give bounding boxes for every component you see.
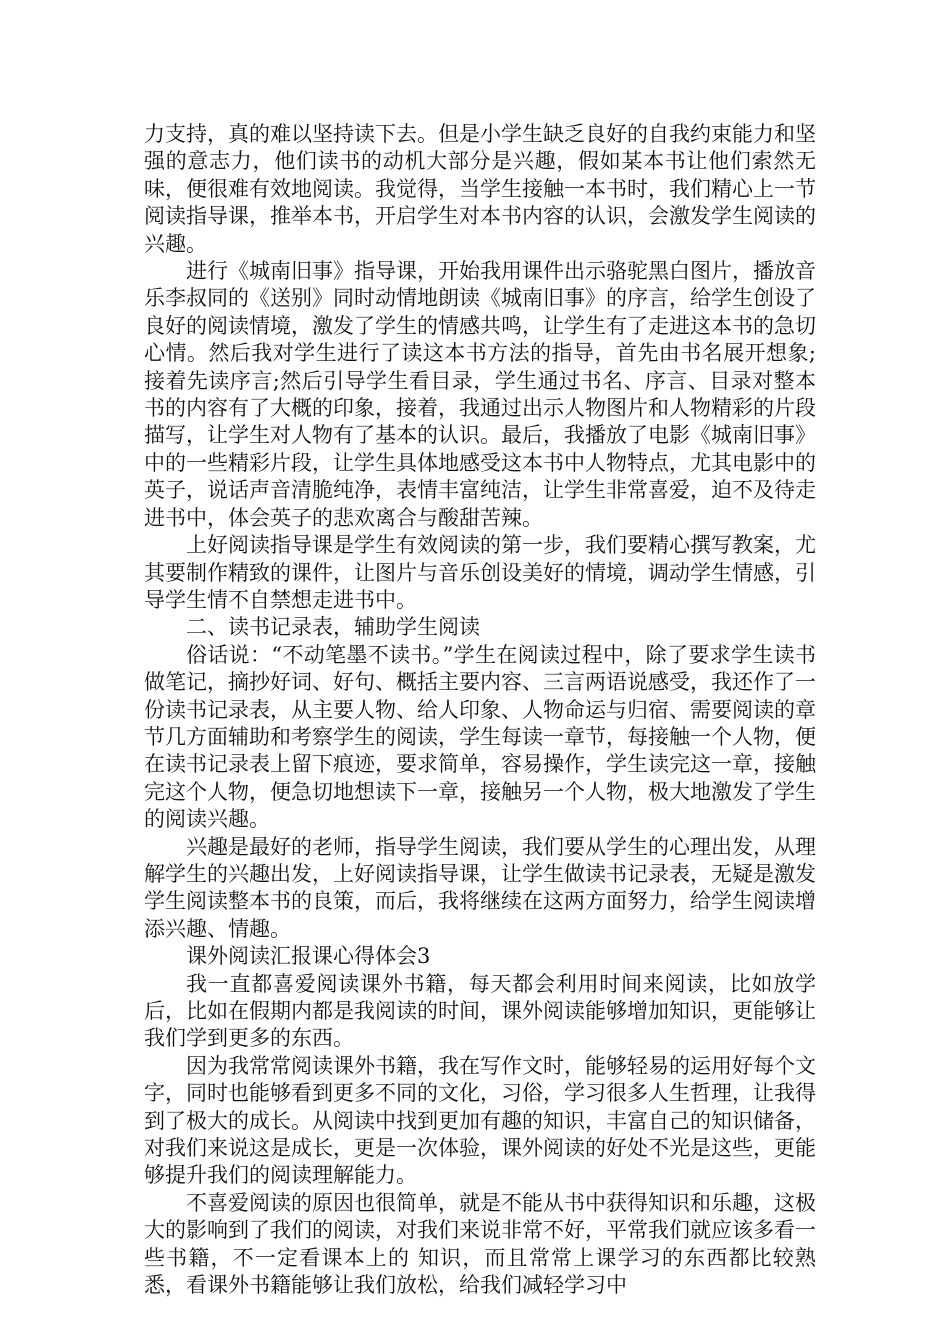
paragraph-7: 因为我常常阅读课外书籍，我在写作文时，能够轻易的运用好每个文字，同时也能够看到更多不同的文化，习俗，学习很多人生哲理，让我得到了极大的成长。从阅读中找到更加有趣的知识，丰富自己的知识储备，对我们来说这是成长，更是一次体验，课外阅读的好处不光是这些，更能够提升我们的阅读理解能力。 (144, 1053, 816, 1188)
paragraph-5: 兴趣是最好的老师，指导学生阅读，我们要从学生的心理出发，从理解学生的兴趣出发，上好阅读指导课，让学生做读书记录表，无疑是激发学生阅读整本书的良策，而后，我将继续在这两方面努力，给学生阅读增添兴趣、情趣。 (144, 834, 816, 941)
paragraph-3: 上好阅读指导课是学生有效阅读的第一步，我们要精心撰写教案，尤其要制作精致的课件，让图片与音乐创设美好的情境，调动学生情感，引导学生情不自禁想走进书中。 (144, 533, 816, 612)
paragraph-2: 进行《城南旧事》指导课，开始我用课件出示骆驼黑白图片，播放音乐李叔同的《送别》同时动情地朗读《城南旧事》的序言，给学生创设了良好的阅读情境，激发了学生的情感共鸣，让学生有了走进这本书的急切心情。然后我对学生进行了读这本书方法的指导，首先由书名展开想象;接着先读序言;然后引导学生看目录，学生通过书名、序言、目录对整本书的内容有了大概的印象，接着，我通过出示人物图片和人物精彩的片段描写，让学生对人物有了基本的认识。最后，我播放了电影《城南旧事》中的一些精彩片段，让学生具体地感受这本书中人物特点，尤其电影中的英子，说话声音清脆纯净，表情丰富纯洁，让学生非常喜爱，迫不及待走进书中，体会英子的悲欢离合与酸甜苦辣。 (144, 259, 816, 530)
section-heading-essay-3: 课外阅读汇报课心得体会3 (186, 944, 431, 969)
paragraph-8: 不喜爱阅读的原因也很简单，就是不能从书中获得知识和乐趣，这极大的影响到了我们的阅读，对我们来说非常不好，平常我们就应该多看一些书籍，不一定看课本上的 知识，而且常常上课学习的东西都比较熟悉，看课外书籍能够让我们放松，给我们减轻学习中 (144, 1190, 816, 1298)
document-body (144, 121, 816, 1299)
section-heading-reading-record: 二、读书记录表，辅助学生阅读 (186, 615, 480, 640)
paragraph-6: 我一直都喜爱阅读课外书籍，每天都会利用时间来阅读，比如放学后，比如在假期内都是我阅读的时间，课外阅读能够增加知识，更能够让我们学到更多的东西。 (144, 971, 816, 1051)
paragraph-1: 力支持，真的难以坚持读下去。但是小学生缺乏良好的自我约束能力和坚强的意志力，他们读书的动机大部分是兴趣，假如某本书让他们索然无味，便很难有效地阅读。我觉得，当学生接触一本书时，我们精心上一节阅读指导课，推举本书，开启学生对本书内容的认识，会激发学生阅读的兴趣。 (144, 122, 816, 256)
paragraph-4: 俗话说：“不动笔墨不读书。”学生在阅读过程中，除了要求学生读书做笔记，摘抄好词、好句、概括主要内容、三言两语说感受，我还作了一份读书记录表，从主要人物、给人印象、人物命运与归宿、需要阅读的章节几方面辅助和考察学生的阅读，学生每读一章节，每接触一个人物，便在读书记录表上留下痕迹，要求简单，容易操作，学生读完这一章，接触完这个人物，便急切地想读下一章，接触另一个人物，极大地激发了学生的阅读兴趣。 (144, 642, 816, 832)
